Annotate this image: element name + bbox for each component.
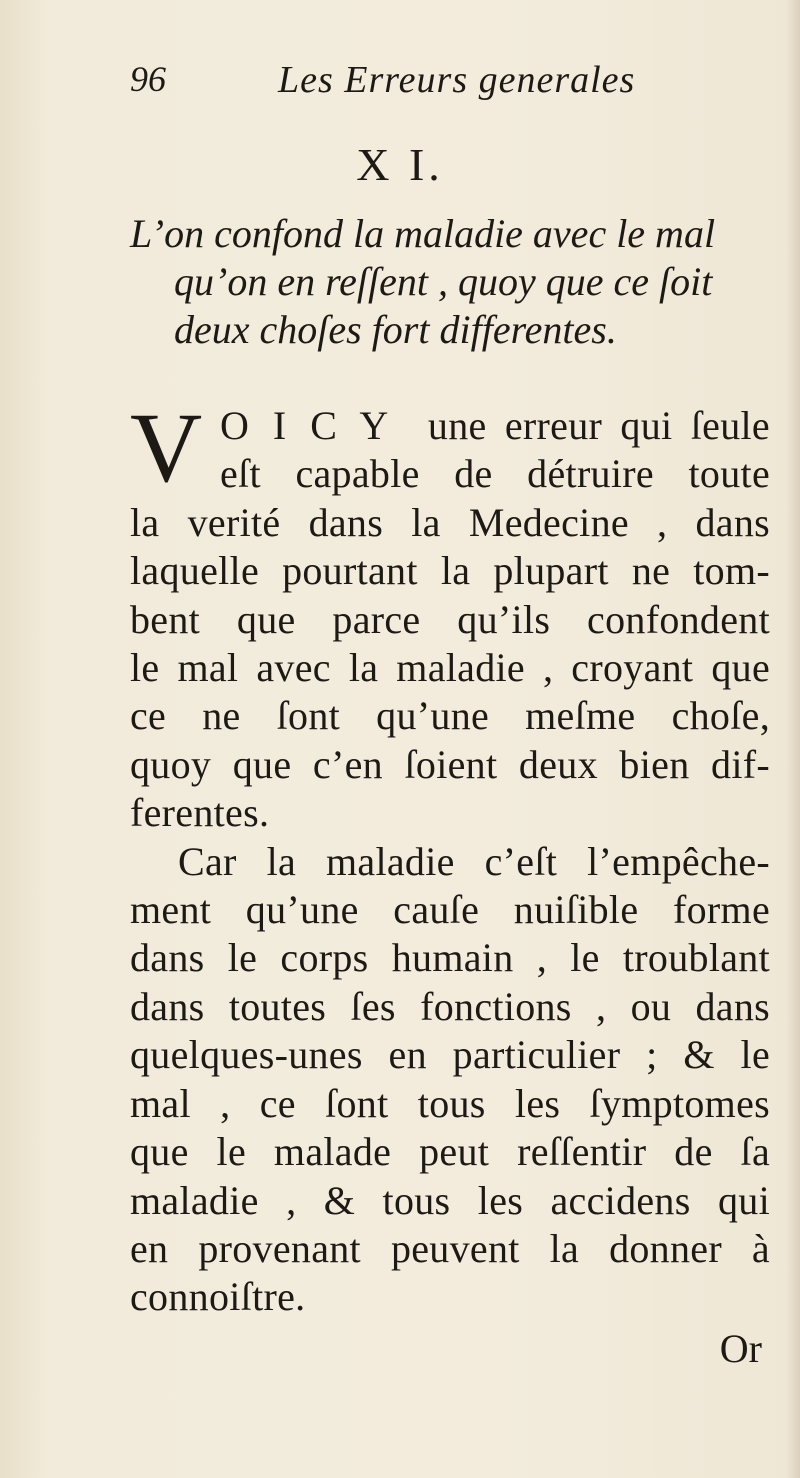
- body-line: Car la maladie c’eſt l’empêche-: [178, 838, 770, 884]
- body-line: eſt capable de détruire toute: [220, 451, 770, 497]
- first-word-smallcaps: O I C Y: [220, 403, 392, 448]
- section-number: X I.: [356, 139, 444, 190]
- body-line: ment qu’une cauſe nuiſible forme: [130, 887, 770, 933]
- page-edge-shadow: [786, 0, 800, 1478]
- summary-line: deux choſes fort differentes.: [174, 307, 617, 352]
- body-line: mal , ce ſont tous les ſymptomes: [130, 1080, 770, 1126]
- page-header: [130, 58, 670, 118]
- body-line: quelques-unes en particulier ; & le: [130, 1032, 770, 1078]
- summary-line: qu’on en reſſent , quoy que ce ſoit: [174, 259, 713, 304]
- body-text: [130, 402, 770, 1322]
- body-line: dans toutes ſes fonctions , ou dans: [130, 983, 770, 1029]
- body-line: connoiſtre.: [130, 1274, 306, 1320]
- body-line: le mal avec la maladie , croyant que: [130, 645, 770, 691]
- catchword: Or: [719, 1326, 762, 1371]
- section-summary: [130, 210, 780, 354]
- body-line: [130, 402, 770, 450]
- body-line: en provenant peuvent la donner à: [130, 1225, 770, 1271]
- body-line: laquelle pourtant la plupart ne tom-: [130, 548, 770, 594]
- summary-line: L’on confond la maladie avec le mal: [130, 211, 716, 256]
- body-line: que le malade peut reſſentir de ſa: [130, 1129, 770, 1175]
- page-number: 96: [130, 59, 166, 99]
- body-line: bent que parce qu’ils confondent: [130, 596, 770, 642]
- body-line: la verité dans la Medecine , dans: [130, 499, 770, 545]
- body-line: ce ne ſont qu’une meſme choſe,: [130, 693, 770, 739]
- body-line-text: une erreur qui ſeule: [427, 403, 770, 448]
- body-line: dans le corps humain , le troublant: [130, 935, 770, 981]
- body-line: ferentes.: [130, 790, 270, 836]
- body-line: maladie , & tous les accidens qui: [130, 1177, 770, 1223]
- drop-cap: V: [130, 392, 203, 503]
- running-head: Les Erreurs generales: [278, 59, 636, 101]
- body-line: quoy que c’en ſoient deux bien dif-: [130, 741, 770, 787]
